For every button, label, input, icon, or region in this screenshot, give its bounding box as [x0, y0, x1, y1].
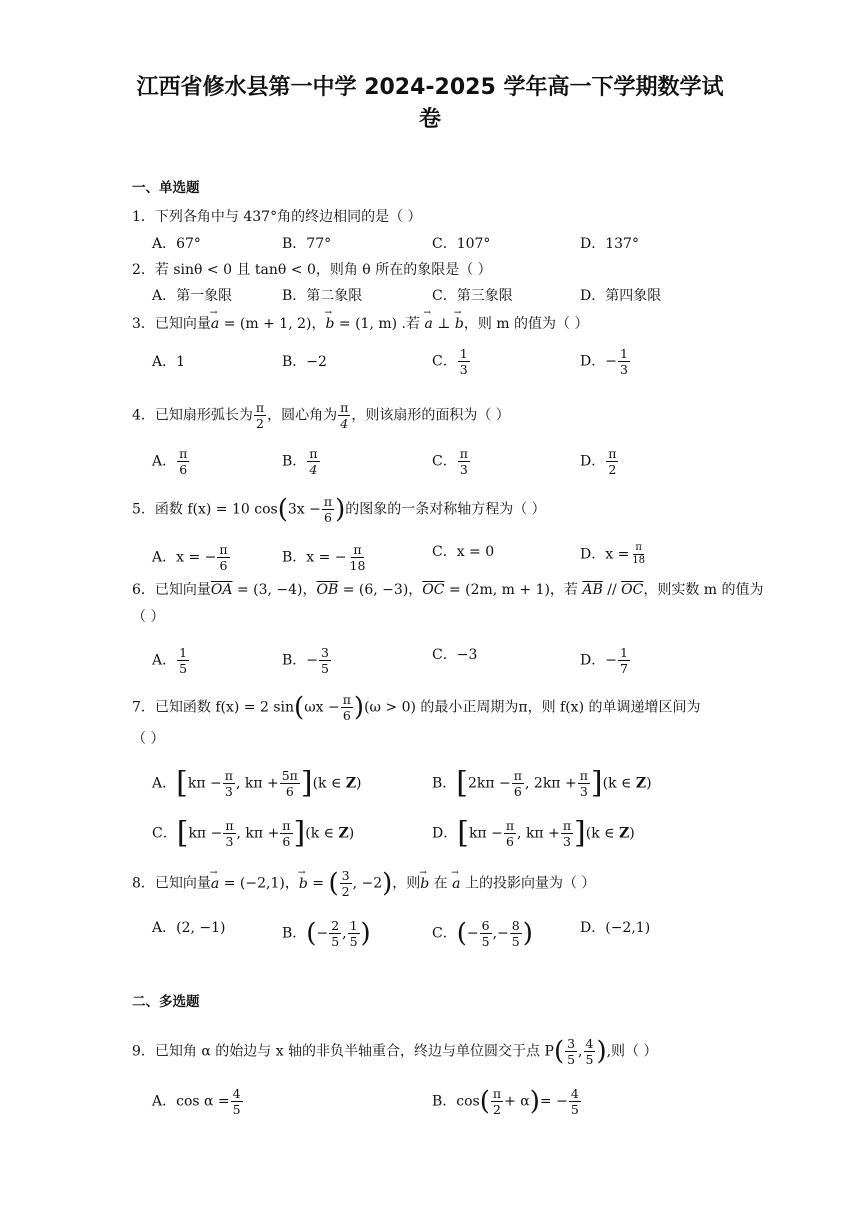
fraction [319, 645, 331, 676]
integer-set: Z [338, 825, 349, 842]
q4-option-c-label: C． [432, 453, 457, 470]
q7-option-a-label: A． [152, 775, 177, 792]
q4-option-d [580, 446, 619, 477]
q9-option-a [152, 1086, 244, 1117]
vector-b: → b [420, 874, 429, 894]
left-paren: ( [456, 918, 467, 949]
fraction [458, 446, 470, 477]
fraction [341, 692, 353, 723]
numerator: π [579, 768, 588, 783]
right-paren: ) [522, 918, 533, 949]
q5-option-b-label: B．x = − [282, 549, 347, 566]
left-bracket: [ [176, 815, 189, 851]
vector-a: → a [424, 314, 432, 334]
denominator: 3 [579, 784, 588, 799]
fraction [322, 494, 334, 525]
numerator: π [608, 446, 617, 461]
vector-oc: $\overline{OC}$ [422, 582, 445, 598]
q6-oc-val: = (2m, m + 1)，若 [444, 582, 583, 598]
denominator: 5 [567, 1052, 576, 1067]
q5-option-a-label: A．x = − [152, 549, 217, 566]
q2-option-c: C．第三象限 [432, 288, 513, 304]
q4-post: ，则该扇形的面积为（ ） [351, 407, 510, 424]
expr: kπ − [188, 825, 223, 842]
numerator: π [353, 542, 362, 557]
q5-option-b [282, 542, 368, 573]
expr: (k ∈ [312, 775, 346, 792]
question-4 [132, 400, 510, 431]
fraction [512, 768, 524, 799]
question-2: 2．若 sinθ < 0 且 tanθ < 0，则角 θ 所在的象限是（ ） [132, 262, 492, 278]
numerator: 3 [341, 868, 350, 883]
numerator: π [562, 818, 572, 833]
denominator: 3 [224, 784, 233, 799]
vector-ab: $\overline{AB}$ [582, 582, 603, 598]
numerator: π [323, 494, 333, 509]
numerator: 4 [570, 1086, 579, 1101]
denominator: 2 [608, 462, 617, 477]
q7-condition: (ω > 0) 的最小正周期为π，则 f(x) 的单调递增区间为 [364, 699, 701, 716]
right-bracket: ] [293, 815, 306, 851]
numerator: 8 [511, 918, 520, 933]
numerator: 1 [459, 346, 468, 361]
q3-b-expr: = (1, m) .若 [334, 316, 425, 332]
q6-option-b-label: B．− [282, 652, 319, 669]
vector-b: → b [325, 314, 334, 334]
q8-option-b: B．(− $\frac{2}{5}$ , $\frac{1}{5}$ ) [282, 918, 371, 949]
q7-option-c-label: C． [152, 825, 177, 842]
denominator: 6 [282, 834, 291, 849]
fraction [231, 1086, 243, 1117]
section-single-choice: 一、单选题 [132, 180, 200, 196]
denominator: 6 [285, 784, 294, 799]
fraction [254, 400, 266, 431]
expr: kπ − [187, 775, 222, 792]
q7-option-c [152, 815, 355, 851]
fraction [606, 446, 618, 477]
expr: + α [504, 1093, 530, 1110]
q9-post: ,则（ ） [606, 1043, 658, 1060]
denominator: 4 [340, 416, 349, 431]
denominator: 6 [179, 462, 188, 477]
question-3 [132, 314, 588, 334]
denominator: 3 [225, 834, 234, 849]
q8-post: 上的投影向量为（ ） [460, 875, 596, 892]
q9-option-b-label: B．cos [432, 1093, 480, 1110]
denominator: 5 [179, 661, 188, 676]
q8-option-b-label: B． [282, 925, 307, 942]
q1-option-a: A．67° [152, 236, 201, 252]
expr: = − [539, 1093, 568, 1110]
denominator: 2 [256, 416, 264, 431]
fraction [561, 818, 573, 849]
left-paren: ( [328, 868, 339, 899]
question-9: 9．已知角 α 的始边与 x 轴的非负半轴重合，终边与单位圆交于点 P( $\frac{3}{5}$ , $\frac{4}{5}$ ),则（ ） [132, 1036, 658, 1067]
q7-option-a [152, 765, 362, 801]
vector-a: → a [211, 874, 219, 894]
q6-option-b [282, 645, 332, 676]
numerator: π [342, 692, 351, 707]
numerator: π [224, 768, 233, 783]
q8-on: 在 [429, 875, 453, 892]
q7-inner: ωx − [304, 699, 340, 716]
q8-option-d-label: D． [580, 920, 606, 936]
right-paren: ) [335, 494, 346, 525]
left-bracket: [ [176, 765, 188, 801]
denominator: 5 [570, 1102, 579, 1117]
q1-option-d: D．137° [580, 236, 639, 252]
q8-option-a-label: A． [152, 920, 177, 936]
denominator: 3 [562, 834, 571, 849]
numerator: π [492, 1086, 502, 1101]
denominator: 6 [342, 708, 351, 723]
q5-option-c: C．x = 0 [432, 544, 495, 560]
numerator: 1 [619, 645, 628, 660]
q7-option-b [432, 765, 652, 801]
numerator: π [635, 542, 642, 553]
q8-option-c-label: C． [432, 925, 457, 942]
denominator: 5 [481, 934, 490, 949]
numerator: π [225, 818, 234, 833]
numerator: 5π [281, 768, 298, 783]
expr: (k ∈ [305, 825, 339, 842]
numerator: 1 [619, 346, 628, 361]
fraction [504, 818, 516, 849]
q8-pre: 8．已知向量 [132, 875, 211, 892]
numerator: π [282, 818, 291, 833]
q2-option-d: D．第四象限 [580, 288, 662, 304]
fraction [618, 346, 630, 377]
q6-oa-val: = (3, −4)， [232, 582, 317, 598]
q7-option-d-label: D． [432, 825, 458, 842]
numerator: π [459, 446, 468, 461]
q8-neg2: , −2 [352, 875, 383, 892]
q6-option-c: C．−3 [432, 647, 478, 663]
numerator: π [219, 542, 228, 557]
vector-oc: $\overline{OC}$ [621, 582, 644, 598]
right-paren: ) [360, 918, 371, 949]
fraction [223, 768, 235, 799]
denominator: 5 [232, 1102, 241, 1117]
left-bracket: [ [457, 815, 469, 851]
q4-option-a-label: A． [152, 453, 177, 470]
q8-option-d-value: (−2,1) [605, 920, 651, 936]
right-paren: ) [529, 1086, 540, 1117]
q6-pre: 6．已知向量 [132, 582, 211, 598]
expr: kπ − [468, 825, 503, 842]
question-5 [132, 494, 546, 525]
expr: (k ∈ [602, 775, 636, 792]
expr: ) [629, 825, 635, 842]
left-bracket: [ [456, 765, 469, 801]
q4-option-a [152, 446, 190, 477]
q5-option-a [152, 542, 231, 573]
fraction [618, 645, 630, 676]
vector-a: → a [452, 874, 460, 894]
q7-option-b-label: B． [432, 775, 457, 792]
fraction [329, 918, 341, 949]
numerator: 6 [481, 918, 490, 933]
question-7 [132, 692, 701, 723]
fraction [177, 645, 189, 676]
fraction [458, 346, 470, 377]
q6-option-a [152, 645, 190, 676]
expr: , kπ + [517, 825, 560, 842]
numerator: 2 [331, 918, 340, 933]
exam-title [120, 72, 740, 136]
question-7-line2: （ ） [132, 731, 165, 747]
q5-post: 的图象的一条对称轴方程为（ ） [345, 501, 546, 518]
q5-pre: 5．函数 f(x) = 10 cos [132, 501, 278, 518]
denominator: 7 [619, 661, 628, 676]
denominator: 18 [349, 558, 366, 573]
left-paren: ( [553, 1036, 565, 1067]
q3-option-b: B．−2 [282, 354, 327, 370]
q7-pre: 7．已知函数 f(x) = 2 sin [132, 699, 295, 716]
q4-option-d-label: D． [580, 453, 606, 470]
q3-a-expr: = (m + 1, 2)， [219, 316, 326, 332]
q8-option-c: C．(− $\frac{6}{5}$ ,− $\frac{8}{5}$ ) [432, 918, 533, 949]
numerator: 1 [179, 645, 188, 660]
fraction [348, 918, 360, 949]
fraction [630, 542, 647, 567]
denominator: 6 [219, 558, 228, 573]
left-paren: ( [277, 494, 288, 525]
integer-set: Z [618, 825, 630, 842]
fraction [565, 1036, 577, 1067]
numerator: π [513, 768, 523, 783]
q6-post: ，则实数 m 的值为 [643, 582, 764, 598]
numerator: 4 [232, 1086, 241, 1101]
question-8 [132, 868, 595, 899]
right-paren: ) [353, 692, 365, 723]
expr: (k ∈ [585, 825, 619, 842]
expr: ) [356, 775, 362, 792]
exam-title-line1: 江西省修水县第一中学 2024-2025 学年高一下学期数学试 [136, 75, 724, 100]
left-paren: ( [306, 918, 317, 949]
q8-mid: ，则 [392, 875, 421, 892]
q1-option-c: C．107° [432, 236, 491, 252]
q3-option-d [580, 346, 631, 377]
right-bracket: ] [300, 765, 313, 801]
q9-pre: 9．已知角 α 的始边与 x 轴的非负半轴重合，终边与单位圆交于点 P [132, 1043, 554, 1060]
numerator: π [309, 446, 318, 461]
q4-option-b-label: B． [282, 453, 307, 470]
numerator: 3 [321, 645, 329, 660]
expr: , 2kπ + [525, 775, 577, 792]
q3-pre: 3．已知向量 [132, 316, 211, 332]
expr: , kπ + [236, 825, 280, 842]
fraction [280, 768, 300, 799]
expr: ) [646, 775, 652, 792]
perp-symbol: ⊥ [432, 316, 455, 332]
expr: , kπ + [235, 775, 279, 792]
denominator: 5 [321, 661, 329, 676]
q4-mid: ，圆心角为 [267, 407, 338, 424]
right-paren: ) [382, 868, 393, 899]
fraction [578, 768, 590, 799]
numerator: π [255, 400, 265, 415]
fraction [584, 1036, 596, 1067]
fraction [510, 918, 522, 949]
denominator: 3 [459, 462, 468, 477]
parallel-symbol: // [602, 582, 622, 598]
right-paren: ) [596, 1036, 607, 1067]
section-multiple-choice: 二、多选题 [132, 994, 200, 1010]
q8-option-d [580, 918, 650, 938]
question-1: 1．下列各角中与 437°角的终边相同的是（ ） [132, 209, 422, 225]
numerator: π [340, 400, 349, 415]
numerator: π [179, 446, 188, 461]
expr: ) [348, 825, 355, 842]
question-6-line2: （ ） [132, 609, 165, 625]
denominator: 4 [309, 462, 318, 477]
denominator: 5 [349, 934, 358, 949]
q7-option-d [432, 815, 635, 851]
denominator: 2 [341, 884, 350, 899]
denominator: 5 [511, 934, 520, 949]
q3-post: ，则 m 的值为（ ） [463, 316, 589, 332]
q6-option-d-label: D．− [580, 652, 617, 669]
fraction [491, 1086, 503, 1117]
right-bracket: ] [590, 765, 603, 801]
denominator: 6 [513, 784, 522, 799]
vector-a: → a [211, 314, 219, 334]
q6-option-d [580, 645, 631, 676]
q3-option-a: A．1 [152, 354, 186, 370]
q4-option-b [282, 446, 321, 477]
fraction [569, 1086, 581, 1117]
fraction [340, 868, 352, 899]
question-6 [132, 580, 764, 600]
vector-oa: $\overline{OA}$ [210, 582, 233, 598]
q3-option-d-label: D．− [580, 353, 617, 370]
fraction [348, 542, 368, 573]
denominator: 5 [585, 1052, 594, 1067]
q4-pre: 4．已知扇形弧长为 [132, 407, 253, 424]
q3-option-c-label: C． [432, 353, 457, 370]
fraction [223, 818, 235, 849]
fraction [338, 400, 350, 431]
denominator: 3 [619, 362, 628, 377]
q8-option-a-value: (2, −1) [176, 920, 226, 936]
expr: 2kπ − [468, 775, 511, 792]
denominator: 5 [331, 934, 340, 949]
q9-option-b [432, 1086, 582, 1117]
q5-option-d-label: D．x = [580, 546, 630, 563]
fraction [480, 918, 492, 949]
fraction [217, 542, 229, 573]
integer-set: Z [345, 775, 357, 792]
vector-b: → b [299, 874, 308, 894]
q8-option-a [152, 918, 226, 938]
q9-option-a-label: A．cos α = [152, 1093, 230, 1110]
q8-b-eq: = [307, 875, 329, 892]
q4-option-c [432, 446, 471, 477]
q2-option-a: A．第一象限 [152, 288, 233, 304]
left-paren: ( [294, 692, 305, 723]
vector-b: → b [455, 314, 464, 334]
q2-option-b: B．第二象限 [282, 288, 363, 304]
numerator: π [505, 818, 515, 833]
numerator: 3 [567, 1036, 576, 1051]
q6-ob-val: = (6, −3)， [338, 582, 423, 598]
fraction [307, 446, 319, 477]
q5-option-d [580, 542, 648, 567]
denominator: 6 [323, 510, 332, 525]
denominator: 2 [493, 1102, 501, 1117]
q8-a-val: = (−2,1)， [219, 875, 299, 892]
q1-option-b: B．77° [282, 236, 332, 252]
fraction [177, 446, 189, 477]
right-bracket: ] [574, 815, 586, 851]
denominator: 3 [459, 362, 468, 377]
denominator: 6 [505, 834, 514, 849]
q3-option-c [432, 346, 471, 377]
integer-set: Z [635, 775, 647, 792]
left-paren: ( [479, 1086, 490, 1117]
numerator: 1 [349, 918, 358, 933]
q5-inner: 3x − [287, 501, 321, 518]
vector-ob: $\overline{OB}$ [316, 582, 339, 598]
fraction [280, 818, 292, 849]
exam-title-line2: 卷 [418, 107, 441, 132]
q6-option-a-label: A． [152, 652, 177, 669]
numerator: 4 [585, 1036, 594, 1051]
denominator: 18 [632, 555, 646, 566]
